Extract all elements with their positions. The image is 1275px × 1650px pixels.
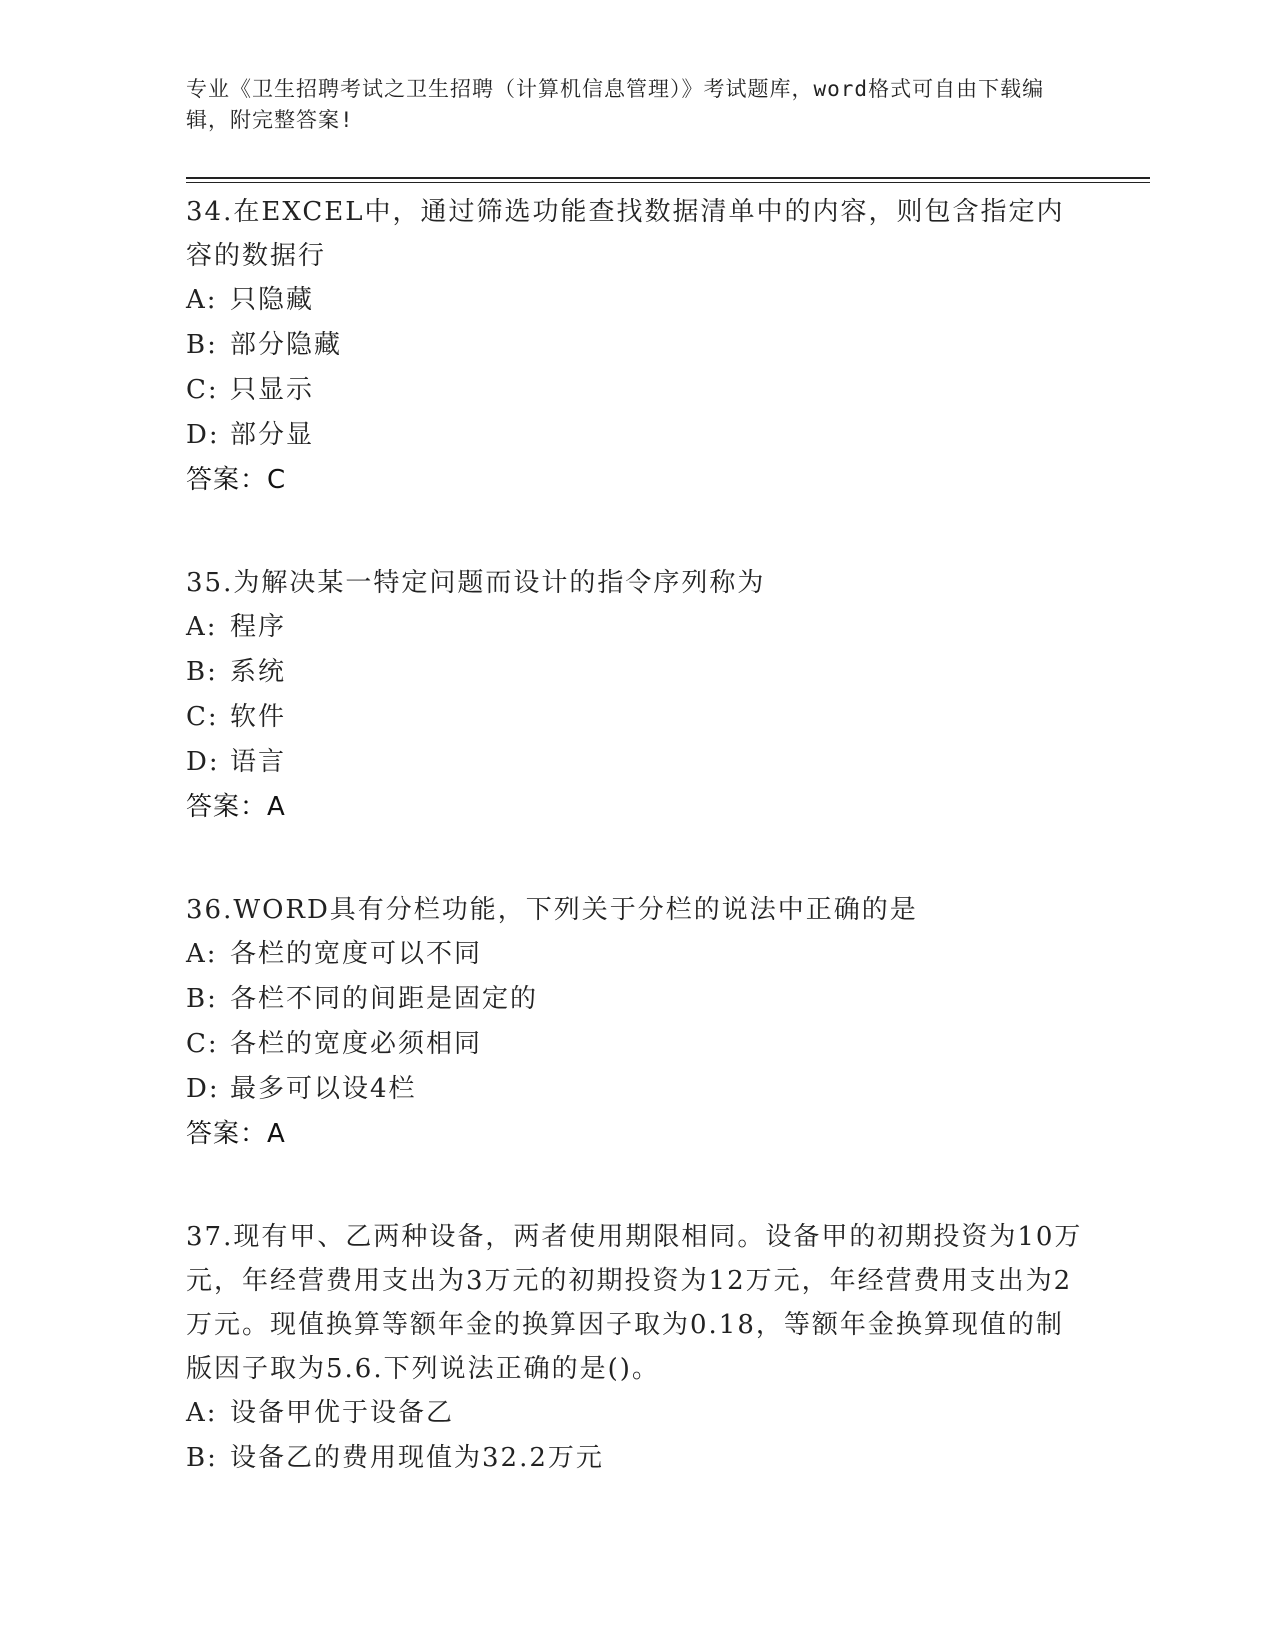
answer-line: 答案：C bbox=[186, 465, 287, 495]
option-b bbox=[186, 650, 1086, 695]
option-letter: A: bbox=[186, 612, 218, 642]
option-b bbox=[186, 977, 1086, 1022]
answer-line: 答案：A bbox=[186, 792, 286, 822]
question-stem: 35.为解决某一特定问题而设计的指令序列称为 bbox=[186, 568, 766, 598]
option-text: 程序 bbox=[230, 612, 287, 642]
answer-line: 答案：A bbox=[186, 1119, 286, 1149]
option-text: 部分显 bbox=[230, 420, 315, 450]
option-text: 设备乙的费用现值为32.2万元 bbox=[230, 1443, 604, 1473]
option-letter: D: bbox=[186, 747, 220, 777]
option-d bbox=[186, 413, 1086, 458]
option-letter: A: bbox=[186, 285, 218, 315]
option-c bbox=[186, 695, 1086, 740]
option-text: 只显示 bbox=[230, 375, 315, 405]
question-36 bbox=[186, 888, 1086, 1157]
option-letter: D: bbox=[186, 1074, 220, 1104]
option-text: 各栏的宽度必须相同 bbox=[230, 1029, 483, 1059]
option-letter: B: bbox=[186, 984, 218, 1014]
header-divider-thin bbox=[186, 182, 1150, 183]
option-d bbox=[186, 740, 1086, 785]
option-text: 各栏的宽度可以不同 bbox=[230, 939, 483, 969]
option-letter: C: bbox=[186, 1029, 219, 1059]
option-b bbox=[186, 323, 1086, 368]
question-34 bbox=[186, 190, 1086, 503]
option-text: 系统 bbox=[230, 657, 287, 687]
question-stem: 37.现有甲、乙两种设备，两者使用期限相同。设备甲的初期投资为10万元，年经营费用支出为3万元的初期投资为12万元，年经营费用支出为2万元。现值换算等额年金的换算因子取为0.18，等额年金换算现值的制版因子取为5.6.下列说法正确的是()。 bbox=[186, 1222, 1083, 1384]
question-35 bbox=[186, 561, 1086, 830]
header-divider bbox=[186, 177, 1150, 179]
option-text: 部分隐藏 bbox=[230, 330, 343, 360]
option-letter: A: bbox=[186, 939, 218, 969]
option-c bbox=[186, 368, 1086, 413]
option-text: 最多可以设4栏 bbox=[230, 1074, 417, 1104]
option-a bbox=[186, 1391, 1086, 1436]
option-text: 设备甲优于设备乙 bbox=[230, 1398, 455, 1428]
option-b bbox=[186, 1436, 1086, 1481]
option-text: 软件 bbox=[230, 702, 287, 732]
option-a bbox=[186, 932, 1086, 977]
option-text: 只隐藏 bbox=[230, 285, 315, 315]
option-a bbox=[186, 605, 1086, 650]
option-letter: D: bbox=[186, 420, 220, 450]
option-letter: B: bbox=[186, 1443, 218, 1473]
question-stem: 34.在EXCEL中，通过筛选功能查找数据清单中的内容，则包含指定内容的数据行 bbox=[186, 197, 1065, 271]
option-text: 各栏不同的间距是固定的 bbox=[230, 984, 539, 1014]
question-stem: 36.WORD具有分栏功能，下列关于分栏的说法中正确的是 bbox=[186, 895, 918, 925]
option-a bbox=[186, 278, 1086, 323]
question-37 bbox=[186, 1215, 1086, 1481]
option-letter: C: bbox=[186, 375, 219, 405]
option-letter: A: bbox=[186, 1398, 218, 1428]
document-header: 专业《卫生招聘考试之卫生招聘（计算机信息管理）》考试题库，word格式可自由下载编辑，附完整答案! bbox=[186, 77, 1045, 132]
option-letter: C: bbox=[186, 702, 219, 732]
option-letter: B: bbox=[186, 657, 218, 687]
option-c bbox=[186, 1022, 1086, 1067]
option-d bbox=[186, 1067, 1086, 1112]
option-letter: B: bbox=[186, 330, 218, 360]
question-list bbox=[186, 190, 1086, 1539]
option-text: 语言 bbox=[230, 747, 287, 777]
